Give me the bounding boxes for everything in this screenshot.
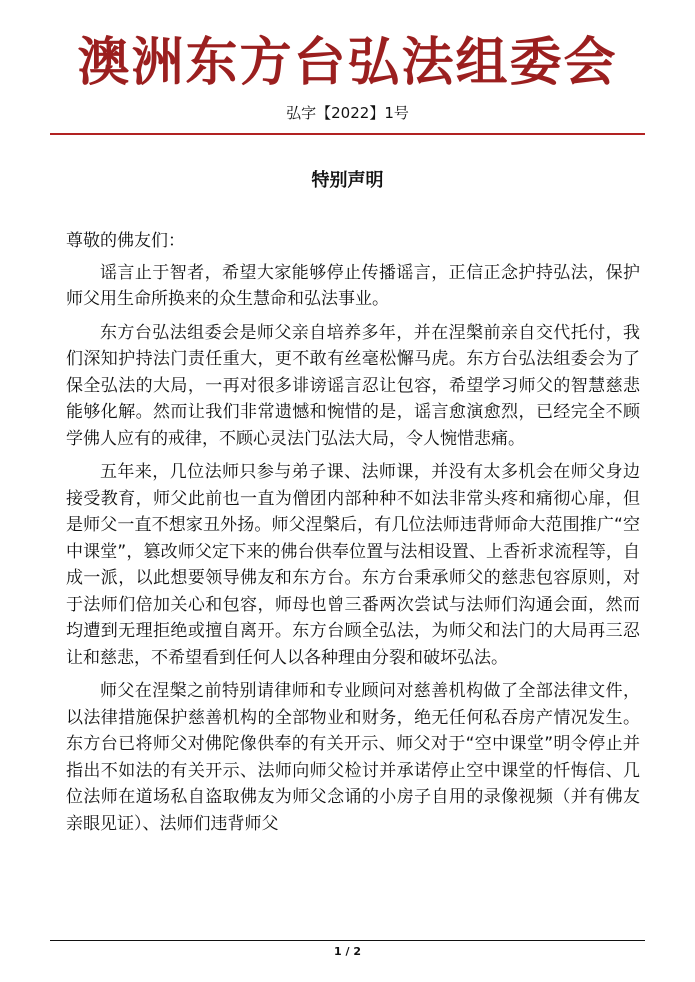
document-title: 特别声明: [311, 170, 384, 191]
footer-divider: [50, 940, 645, 941]
salutation: 尊敬的佛友们：: [66, 231, 185, 251]
paragraph-2: 东方台弘法组委会是师父亲自培养多年，并在涅槃前亲自交代托付，我们深知护持法门责任重大，更不敢有丝毫松懈马虎。东方台弘法组委会为了保全弘法的大局，一再对很多诽谤谣言忍让包容，希望学习师父的智慧慈悲能够化解。然而让我们非常遗憾和惋惜的是，谣言愈演愈烈，已经完全不顾学佛人应有的戒律，不顾心灵法门弘法大局，令人惋惜悲痛。: [66, 322, 640, 449]
paragraph-1: 谣言止于智者，希望大家能够停止传播谣言，正信正念护持弘法，保护师父用生命所换来的众生慧命和弘法事业。: [66, 262, 640, 309]
organization-title: 澳洲东方台弘法组委会: [77, 32, 618, 93]
document-body: [66, 228, 640, 844]
document-number: 弘字【2022】1号: [286, 104, 409, 122]
page-number: 1 / 2: [334, 945, 361, 958]
paragraph-4: 师父在涅槃之前特别请律师和专业顾问对慈善机构做了全部法律文件，以法律措施保护慈善机构的全部物业和财务，绝无任何私吞房产情况发生。东方台已将师父对佛陀像供奉的有关开示、师父对于“空中课堂”明令停止并指出不如法的有关开示、法师向师父检讨并承诺停止空中课堂的忏悔信、几位法师在道场私自盗取佛友为师父念诵的小房子自用的录像视频（并有佛友亲眼见证）、法师们违背师父: [66, 681, 640, 834]
header-divider: [50, 133, 645, 135]
paragraph-3: 五年来，几位法师只参与弟子课、法师课，并没有太多机会在师父身边接受教育，师父此前也一直为僧团内部种种不如法非常头疼和痛彻心扉，但是师父一直不想家丑外扬。师父涅槃后，有几位法师违背师命大范围推广“空中课堂”，篡改师父定下来的佛台供奉位置与法相设置、上香祈求流程等，自成一派，以此想要领导佛友和东方台。东方台秉承师父的慈悲包容原则，对于法师们倍加关心和包容，师母也曾三番两次尝试与法师们沟通会面，然而均遭到无理拒绝或擅自离开。东方台顾全弘法，为师父和法门的大局再三忍让和慈悲，不希望看到任何人以各种理由分裂和破坏弘法。: [66, 462, 640, 668]
